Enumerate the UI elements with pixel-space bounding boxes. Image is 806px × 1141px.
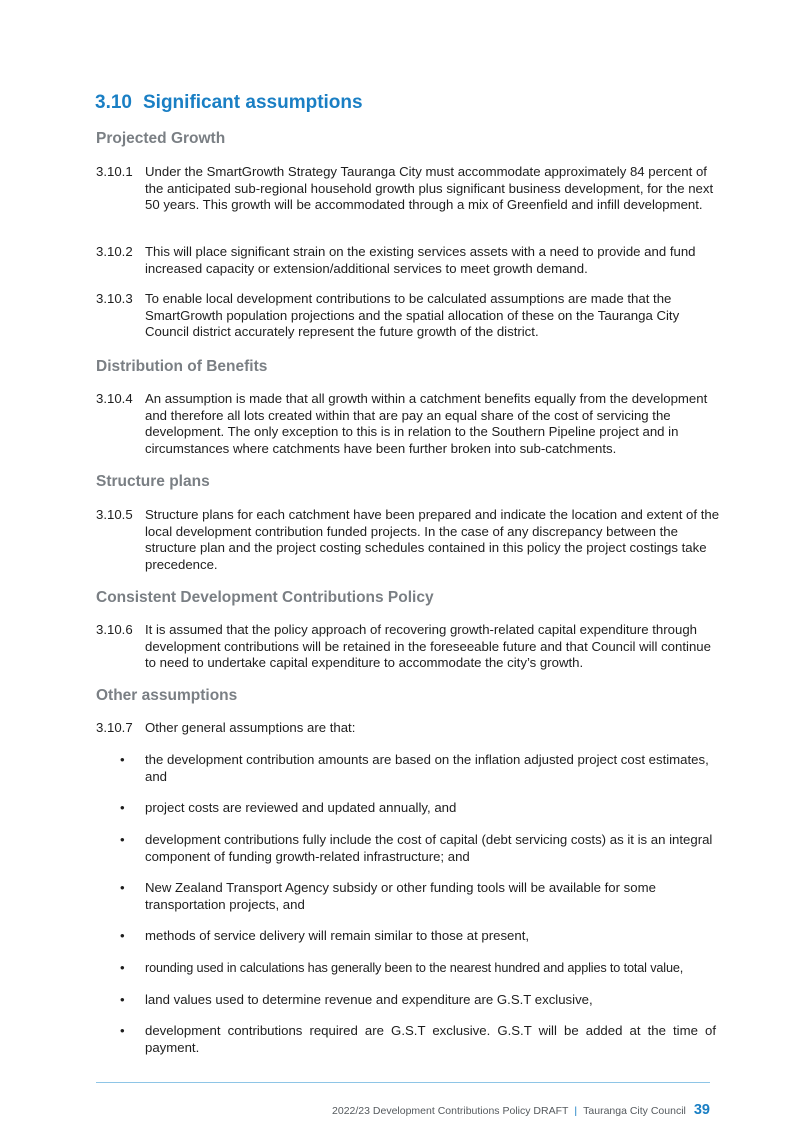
paragraph-text: It is assumed that the policy approach of recovering growth-related capital expenditure through development contributions will be retained in the foreseeable future and that Council will continue to need to undertake capital expenditure to accommodate the city’s growth. [145,622,711,670]
paragraph-3-10-3 [96,291,720,341]
paragraph-text: An assumption is made that all growth within a catchment benefits equally from the development and therefore all lots created within that are pay an equal share of the cost of servicing the development. The only exception to this is in relation to the Southern Pipeline project and in circumstances where catchments have been further broken into sub-catchments. [145,391,708,456]
bullet-icon: • [120,1023,125,1038]
bullet-item [120,928,716,945]
bullet-icon: • [120,752,125,767]
section-number: 3.10 [95,92,132,113]
footer-divider [96,1082,710,1083]
bullet-icon: • [120,928,125,943]
subheading-structure-plans: Structure plans [96,473,210,490]
paragraph-number: 3.10.3 [96,291,133,306]
paragraph-number: 3.10.7 [96,720,133,735]
bullet-item [120,880,716,913]
subheading-distribution-of-benefits: Distribution of Benefits [96,358,268,375]
paragraph-text: Other general assumptions are that: [145,720,356,735]
bullet-item [120,832,716,865]
page-footer [332,1102,710,1118]
bullet-item [120,992,716,1009]
bullet-icon: • [120,992,125,1007]
paragraph-number: 3.10.6 [96,622,133,637]
bullet-item [120,752,716,785]
bullet-text: project costs are reviewed and updated annually, and [145,800,457,815]
section-title: Significant assumptions [143,92,363,113]
bullet-text: methods of service delivery will remain similar to those at present, [145,928,530,943]
paragraph-text: Under the SmartGrowth Strategy Tauranga City must accommodate approximately 84 percent of the anticipated sub-regional household growth plus significant business development, for the next 50 years. This growth will be accommodated through a mix of Greenfield and infill development. [145,164,714,212]
paragraph-3-10-7 [96,720,720,737]
paragraph-number: 3.10.2 [96,244,133,259]
bullet-item [120,1023,716,1056]
paragraph-number: 3.10.1 [96,164,133,179]
page-number: 39 [693,1102,710,1118]
subheading-consistent-policy: Consistent Development Contributions Policy [96,589,434,606]
paragraph-3-10-1 [96,164,720,214]
bullet-item [120,960,716,977]
footer-document-title: 2022/23 Development Contributions Policy DRAFT [332,1105,569,1117]
bullet-text: the development contribution amounts are based on the inflation adjusted project cost estimates, and [145,752,709,784]
footer-organisation: Tauranga City Council [583,1105,686,1117]
bullet-text: land values used to determine revenue and expenditure are G.S.T exclusive, [145,992,593,1007]
paragraph-3-10-5 [96,507,720,573]
bullet-text: development contributions fully include the cost of capital (debt servicing costs) as it is an integral component of funding growth-related infrastructure; and [145,832,713,864]
paragraph-text: Structure plans for each catchment have been prepared and indicate the location and extent of the local development contribution funded projects. In the case of any discrepancy between the structure plan and the project costing schedules contained in this policy the project costings take precedence. [145,507,720,572]
bullet-text: rounding used in calculations has generally been to the nearest hundred and applies to total value, [145,961,684,975]
bullet-text: development contributions required are G.S.T exclusive. G.S.T will be added at the time of payment. [145,1023,716,1055]
bullet-icon: • [120,880,125,895]
bullet-text: New Zealand Transport Agency subsidy or other funding tools will be available for some transportation projects, and [145,880,656,912]
bullet-icon: • [120,960,125,975]
paragraph-3-10-6 [96,622,720,672]
paragraph-text: To enable local development contributions to be calculated assumptions are made that the SmartGrowth population projections and the spatial allocation of these on the Tauranga City Council district accurately represent the future growth of the district. [145,291,680,339]
paragraph-number: 3.10.4 [96,391,133,406]
bullet-icon: • [120,800,125,815]
footer-separator: | [574,1105,578,1117]
paragraph-3-10-2 [96,244,720,277]
paragraph-number: 3.10.5 [96,507,133,522]
page-title [95,92,363,114]
bullet-item [120,800,716,817]
subheading-projected-growth: Projected Growth [96,130,226,147]
paragraph-3-10-4 [96,391,720,457]
bullet-icon: • [120,832,125,847]
paragraph-text: This will place significant strain on the existing services assets with a need to provide and fund increased capacity or extension/additional services to meet growth demand. [145,244,696,276]
subheading-other-assumptions: Other assumptions [96,687,238,704]
